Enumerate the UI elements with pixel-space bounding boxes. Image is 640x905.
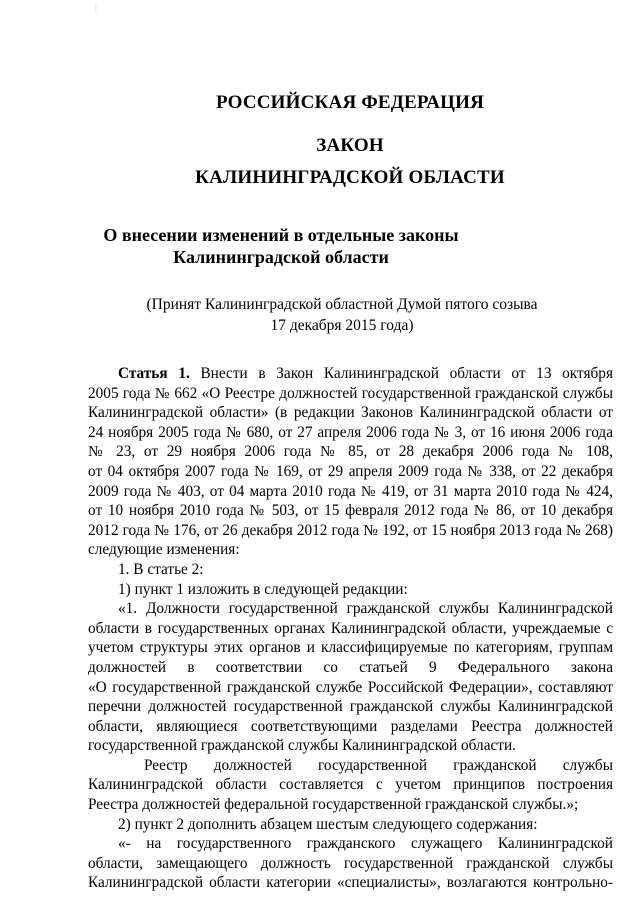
article-line: 24 ноября 2005 года № 680, от 27 апреля 2006 года № 3, от 16 июня 2006 года xyxy=(88,423,613,441)
quote-1-line: должностей в соответствии со статьей 9 Федерального закона xyxy=(88,658,613,676)
article-body xyxy=(88,364,613,893)
quote-2-line: Калининградской области категории «специалисты», возлагаются контрольно- xyxy=(88,874,613,892)
header-federation: РОССИЙСКАЯ ФЕДЕРАЦИЯ xyxy=(215,92,485,113)
subitem-2: 2) пункт 2 дополнить абзацем шестым следующего содержания: xyxy=(118,815,538,833)
article-first-line-text: Внести в Закон Калининградской области от 13 октября xyxy=(189,365,613,382)
article-line: № 23, от 29 ноября 2006 года № 85, от 28 декабря 2006 года № 108, xyxy=(88,443,613,461)
registry-line: Калининградской области составляется с учетом принципов построения xyxy=(88,776,613,794)
quote-1-line: перечни должностей государственной гражданской службы Калининградской xyxy=(88,698,613,716)
article-line: 2012 года № 176, от 26 декабря 2012 года № 192, от 15 ноября 2013 года № 268) xyxy=(88,521,613,539)
article-line: от 04 октября 2007 года № 169, от 29 апреля 2009 года № 338, от 22 декабря xyxy=(88,462,613,480)
registry-line: Реестра должностей федеральной государственной гражданской службы.»; xyxy=(88,796,579,814)
quote-1-first-line: «1. Должности государственной гражданской службы Калининградской xyxy=(118,600,613,618)
quote-1-last-line: государственной гражданской службы Калининградской области. xyxy=(88,737,516,755)
subitem-1: 1) пункт 1 изложить в следующей редакции: xyxy=(118,580,408,598)
quote-1-line: области в государственных органах Калининградской области, учреждаемые с xyxy=(88,619,613,637)
article-line: 2009 года № 403, от 04 марта 2010 года № 419, от 31 марта 2010 года № 424, xyxy=(88,482,613,500)
adoption-note-line-1: (Принят Калининградской областной Думой пятого созыва xyxy=(146,296,538,313)
article-line: Калининградской области» (в редакции Законов Калининградской области от xyxy=(88,404,613,422)
quote-2-line: области, замещающего должность государственной гражданской службы xyxy=(88,854,613,872)
registry-first-line: Реестр должностей государственной гражданской службы xyxy=(144,756,613,774)
item-1: 1. В статье 2: xyxy=(118,560,204,578)
article-line: 2005 года № 662 «О Реестре должностей государственной гражданской службы xyxy=(88,384,613,402)
law-title xyxy=(0,224,571,268)
scan-mark: | xyxy=(95,3,97,13)
quote-1-line: области, являющиеся соответствующими разделами Реестра должностей xyxy=(88,717,613,735)
quote-2-first-line: «- на государственного гражданского служащего Калининградской xyxy=(118,835,613,853)
article-line: следующие изменения: xyxy=(88,541,240,559)
article-label: Статья 1. xyxy=(118,365,190,382)
law-title-line-1: О внесении изменений в отдельные законы xyxy=(103,225,459,245)
article-line: от 10 ноября 2010 года № 503, от 15 февраля 2012 года № 86, от 10 декабря xyxy=(88,502,613,520)
header-law: ЗАКОН xyxy=(316,135,384,156)
header-region: КАЛИНИНГРАДСКОЙ ОБЛАСТИ xyxy=(195,167,505,188)
adoption-note xyxy=(52,294,632,336)
quote-1-line: «О государственной гражданской службе Российской Федерации», составляют xyxy=(88,678,613,696)
adoption-note-line-2: 17 декабря 2015 года) xyxy=(270,317,414,334)
quote-1-line: учетом структуры этих органов и классифицируемые по категориям, группам xyxy=(88,639,613,657)
law-title-line-2: Калининградской области xyxy=(173,247,389,267)
article-first-line xyxy=(88,364,613,384)
